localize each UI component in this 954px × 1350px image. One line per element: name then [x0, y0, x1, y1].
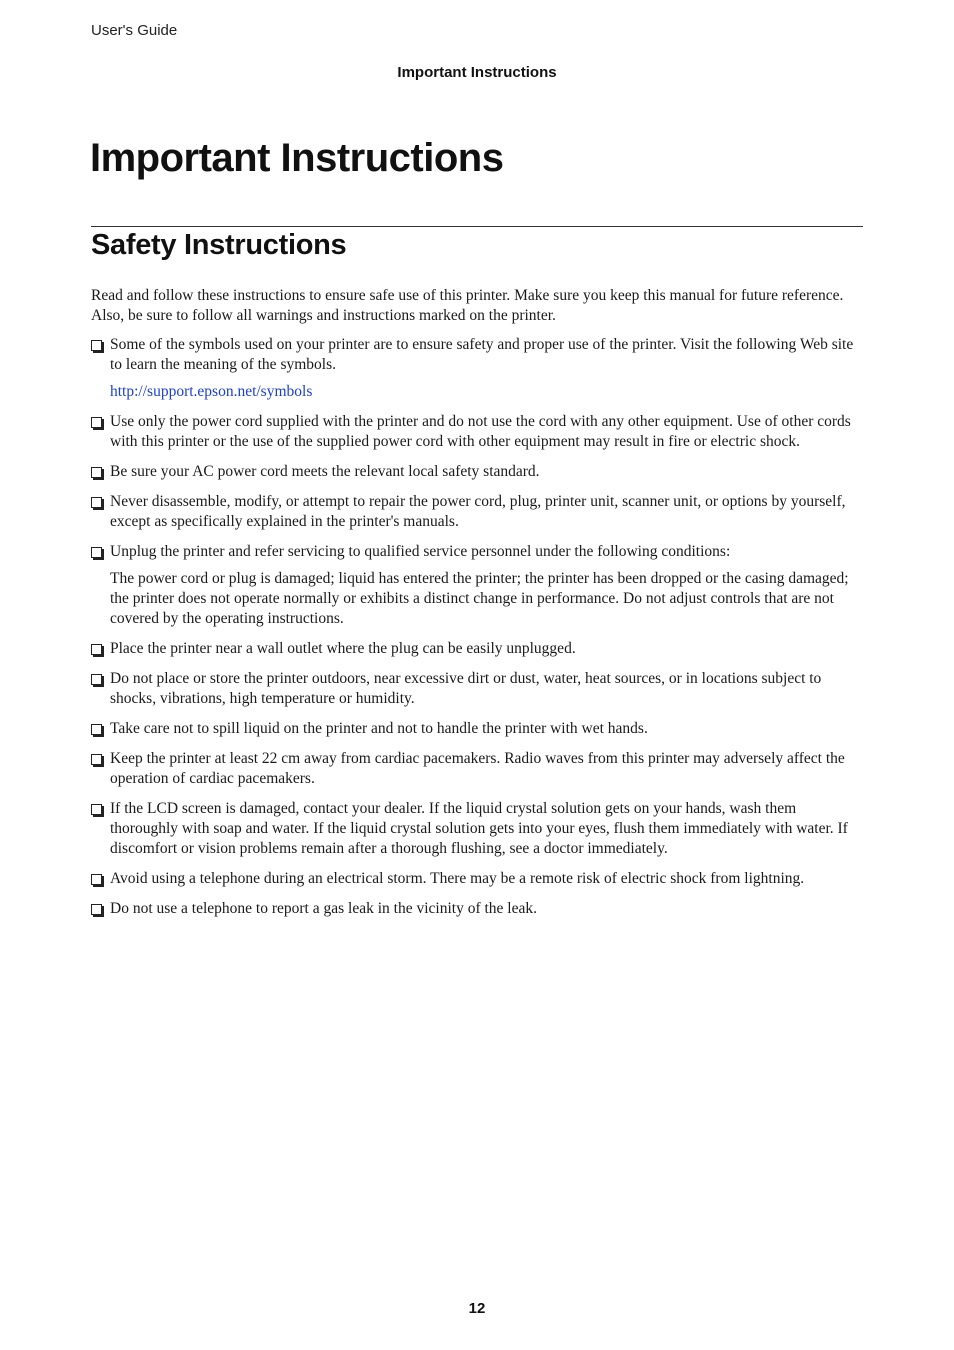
list-item-text: Keep the printer at least 22 cm away from cardiac pacemakers. Radio waves from this printer may adversely affect the operation of cardiac pacemakers.	[110, 750, 845, 787]
checkbox-bullet-icon	[91, 754, 102, 765]
checkbox-bullet-icon	[91, 417, 102, 428]
guide-label: User's Guide	[91, 22, 178, 39]
checkbox-bullet-icon	[91, 467, 102, 478]
checkbox-bullet-icon	[91, 547, 102, 558]
list-item-text: Take care not to spill liquid on the printer and not to handle the printer with wet hands.	[110, 720, 648, 737]
list-item	[91, 799, 863, 859]
list-item-text: Avoid using a telephone during an electrical storm. There may be a remote risk of electric shock from lightning.	[110, 870, 805, 887]
checkbox-bullet-icon	[91, 804, 102, 815]
list-item-detail: The power cord or plug is damaged; liquid has entered the printer; the printer has been dropped or the casing damaged; the printer does not operate normally or exhibits a distinct change in performance. Do not adjust controls that are not covered by the operating instructions.	[110, 570, 849, 627]
list-item	[91, 719, 863, 739]
intro-paragraph: Read and follow these instructions to ensure safe use of this printer. Make sure you keep this manual for future reference. Also, be sure to follow all warnings and instructions marked on the printer.	[91, 287, 844, 324]
page-number: 12	[468, 1300, 486, 1317]
list-item	[91, 335, 863, 402]
checkbox-bullet-icon	[91, 644, 102, 655]
list-item-text: Do not use a telephone to report a gas leak in the vicinity of the leak.	[110, 900, 537, 917]
checkbox-bullet-icon	[91, 497, 102, 508]
section-divider	[91, 226, 863, 227]
checkbox-bullet-icon	[91, 724, 102, 735]
list-item-text: Do not place or store the printer outdoors, near excessive dirt or dust, water, heat sources, or in locations subject to shocks, vibrations, high temperature or humidity.	[110, 670, 822, 707]
list-item-text: Some of the symbols used on your printer are to ensure safety and proper use of the printer. Visit the following Web site to learn the meaning of the symbols.	[110, 336, 854, 373]
checkbox-bullet-icon	[91, 874, 102, 885]
running-section-title: Important Instructions	[397, 64, 557, 81]
page-title: Important Instructions	[90, 136, 504, 180]
section-title: Safety Instructions	[91, 229, 347, 261]
checkbox-bullet-icon	[91, 904, 102, 915]
list-item-link-line	[110, 382, 863, 402]
list-item-text: If the LCD screen is damaged, contact your dealer. If the liquid crystal solution gets on your hands, wash them thoroughly with soap and water. If the liquid crystal solution gets into your eyes, flush them immediately with water. If discomfort or vision problems remain after a thorough flushing, see a doctor immediately.	[110, 800, 848, 857]
section-body	[91, 286, 863, 929]
list-item	[91, 749, 863, 789]
checkbox-bullet-icon	[91, 340, 102, 351]
list-item	[91, 899, 863, 919]
list-item-text: Unplug the printer and refer servicing to qualified service personnel under the following conditions:	[110, 543, 731, 560]
list-item	[91, 639, 863, 659]
list-item-text: Place the printer near a wall outlet where the plug can be easily unplugged.	[110, 640, 576, 657]
list-item	[91, 412, 863, 452]
list-item	[91, 462, 863, 482]
list-item-text: Never disassemble, modify, or attempt to repair the power cord, plug, printer unit, scanner unit, or options by yourself, except as specifically explained in the printer's manuals.	[110, 493, 846, 530]
list-item-text: Use only the power cord supplied with the printer and do not use the cord with any other equipment. Use of other cords with this printer or the use of the supplied power cord with other equipment may result in fire or electric shock.	[110, 413, 851, 450]
list-item	[91, 542, 863, 629]
checkbox-bullet-icon	[91, 674, 102, 685]
list-item	[91, 669, 863, 709]
list-item-text: Be sure your AC power cord meets the relevant local safety standard.	[110, 463, 540, 480]
list-item	[91, 492, 863, 532]
symbols-link[interactable]: http://support.epson.net/symbols	[110, 383, 313, 400]
list-item	[91, 869, 863, 889]
